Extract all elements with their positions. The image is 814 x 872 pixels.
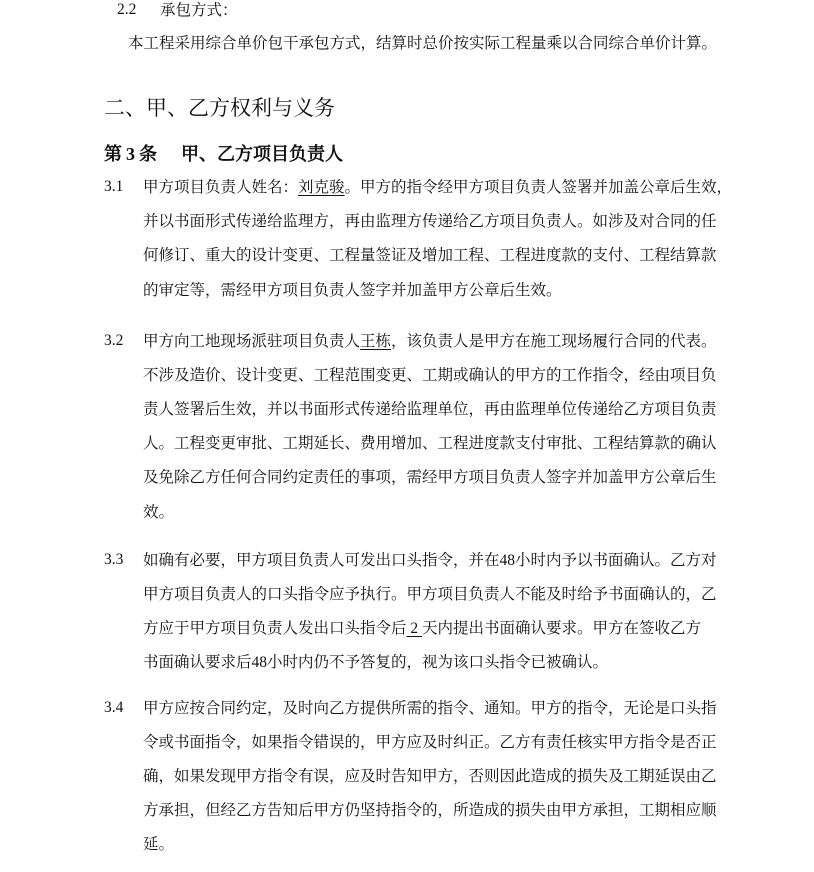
clause-3-2-line-4: 人。工程变更审批、工期延长、费用增加、工程进度款支付审批、工程结算款的确认 xyxy=(143,434,717,452)
clause-3-3-line-2: 甲方项目负责人的口头指令应予执行。甲方项目负责人不能及时给予书面确认的，乙 xyxy=(143,585,717,603)
clause-3-4-line-4: 方承担，但经乙方告知后甲方仍坚持指令的，所造成的损失由甲方承担，工期相应顺 xyxy=(143,801,717,819)
clause-3-3-text: 天内提出书面确认要求。甲方在签收乙方 xyxy=(422,619,702,637)
clause-3-2-line-2: 不涉及造价、设计变更、工程范围变更、工期或确认的甲方的工作指令，经由项目负 xyxy=(143,366,717,384)
hours-value: 48 xyxy=(499,552,516,569)
clause-3-3-text: 方应于甲方项目负责人发出口头指令后 xyxy=(143,619,407,637)
clause-3-2-line-1 xyxy=(143,331,717,351)
clause-3-2-line-5: 及免除乙方任何合同约定责任的事项，需经甲方项目负责人签字并加盖甲方公章后生 xyxy=(143,468,717,486)
days-value-underlined: 2 xyxy=(406,620,423,637)
clause-3-2-line-3: 责人签署后生效，并以书面形式传递给监理单位，再由监理单位传递给乙方项目负责 xyxy=(143,400,717,418)
section-title-2-2: 承包方式： xyxy=(160,1,238,19)
clause-3-1-line-1 xyxy=(143,177,732,197)
clause-3-3-text: 如确有必要，甲方项目负责人可发出口头指令，并在 xyxy=(143,551,500,569)
clause-3-1-text: 甲方项目负责人姓名： xyxy=(143,178,299,196)
clause-3-1-line-4: 的审定等，需经甲方项目负责人签字并加盖甲方公章后生效。 xyxy=(143,281,562,299)
clause-3-4-line-5: 延。 xyxy=(143,835,175,853)
clause-3-2-line-6: 效。 xyxy=(143,503,175,521)
clause-3-4-line-3: 确，如果发现甲方指令有误，应及时告知甲方，否则因此造成的损失及工期延误由乙 xyxy=(143,767,717,785)
clause-3-4-line-1: 甲方应按合同约定，及时向乙方提供所需的指令、通知。甲方的指令，无论是口头指 xyxy=(143,699,717,717)
clause-3-3-line-1 xyxy=(143,550,717,571)
chapter-heading: 二、甲、乙方权利与义务 xyxy=(104,96,335,120)
clause-3-1-text: 。甲方的指令经甲方项目负责人签署并加盖公章后生效， xyxy=(344,178,733,196)
article-title: 甲、乙方项目负责人 xyxy=(181,144,343,165)
clause-3-4-line-2: 令或书面指令，如果指令错误的，甲方应及时纠正。乙方有责任核实甲方指令是否正 xyxy=(143,733,717,751)
clause-3-3-line-4 xyxy=(143,652,608,673)
clause-3-3-text: 小时内予以书面确认。乙方对 xyxy=(515,551,717,569)
manager-name-underlined: 刘克骏 xyxy=(298,178,345,196)
clause-number-3-1: 3.1 xyxy=(104,178,124,195)
clause-3-1-line-2: 并以书面形式传递给监理方，再由监理方传递给乙方项目负责人。如涉及对合同的任 xyxy=(143,212,717,230)
section-number-2-2: 2.2 xyxy=(117,1,137,18)
article-number: 3 xyxy=(126,144,135,164)
clause-number-3-4: 3.4 xyxy=(104,699,124,716)
section-body-2-2: 本工程采用综合单价包干承包方式，结算时总价按实际工程量乘以合同综合单价计算。 xyxy=(128,34,718,52)
clause-3-1-line-3: 何修订、重大的设计变更、工程量签证及增加工程、工程进度款的支付、工程结算款 xyxy=(143,246,717,264)
clause-3-3-text: 小时内仍不予答复的，视为该口头指令已被确认。 xyxy=(267,653,609,671)
hours-value: 48 xyxy=(251,654,268,671)
article-prefix: 第 xyxy=(104,144,122,165)
clause-number-3-2: 3.2 xyxy=(104,332,124,349)
article-heading xyxy=(104,142,343,167)
clause-number-3-3: 3.3 xyxy=(104,551,124,568)
clause-3-2-text: ，该负责人是甲方在施工现场履行合同的代表。 xyxy=(391,332,717,350)
article-suffix: 条 xyxy=(139,144,157,165)
clause-3-3-line-3 xyxy=(143,618,701,639)
clause-3-3-text: 书面确认要求后 xyxy=(143,653,252,671)
clause-3-2-text: 甲方向工地现场派驻项目负责人 xyxy=(143,332,361,350)
site-manager-name-underlined: 王栋 xyxy=(360,332,392,350)
